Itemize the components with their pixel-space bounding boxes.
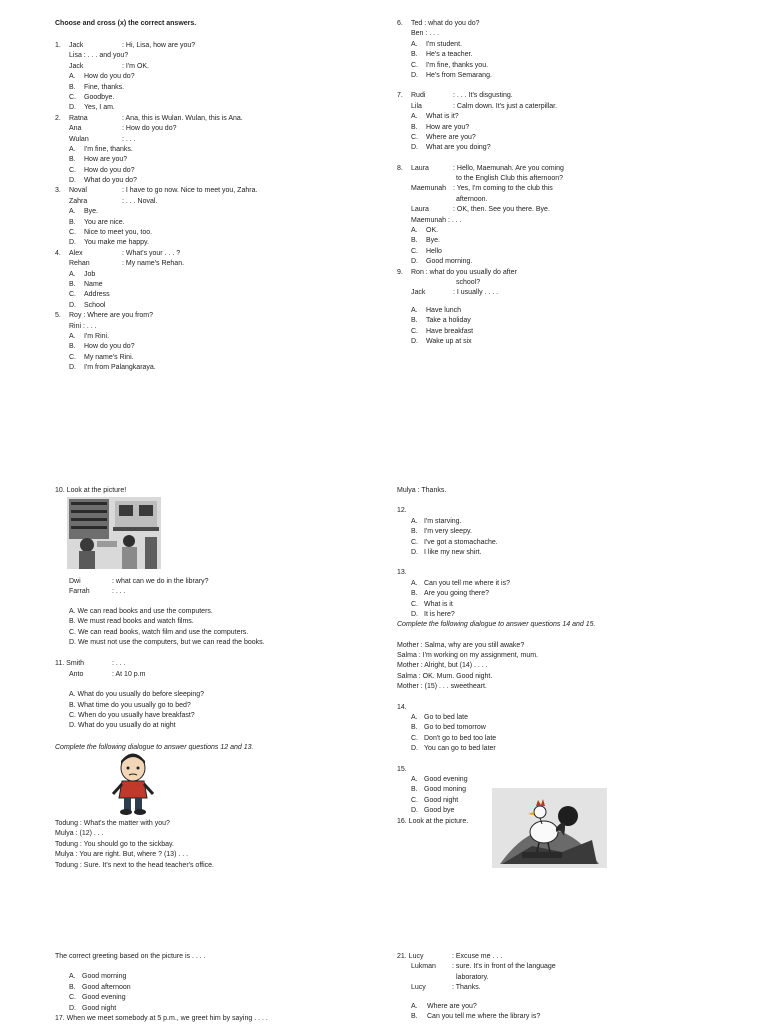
speaker: 11. Smith <box>55 660 85 668</box>
option-text[interactable]: Nice to meet you, too. <box>84 229 153 237</box>
option-text[interactable]: I'm very sleepy. <box>424 528 472 536</box>
dialogue-text: : Ana, this is Wulan. Wulan, this is Ana. <box>122 114 243 122</box>
question-11 <box>55 660 375 732</box>
option-text[interactable]: B. What time do you usually go to bed? <box>69 701 191 709</box>
option-text[interactable]: I'm fine, thanks. <box>84 145 133 153</box>
option-text[interactable]: C. When do you usually have breakfast? <box>69 711 195 719</box>
speaker: Dwi <box>69 578 81 585</box>
dialogue-line: Todung : Sure. It's next to the head teacher's office. <box>55 861 214 869</box>
dialogue-text: : I usually . . . . <box>453 289 499 297</box>
option-letter[interactable]: B. <box>411 317 418 325</box>
dialogue-text: : what can we do in the library? <box>112 578 209 585</box>
speaker: Alex <box>69 249 83 257</box>
option-text[interactable]: Take a holiday <box>426 317 471 325</box>
dialogue-text: : Yes, I'm coming to the club this <box>453 185 553 193</box>
option-letter[interactable]: B. <box>69 156 76 164</box>
question-7 <box>397 92 727 154</box>
option-text[interactable]: I'm fine, thanks you. <box>426 61 489 69</box>
page1-left-column <box>55 20 365 375</box>
question-number: 9. <box>397 268 403 276</box>
option-text[interactable]: Good bye <box>424 807 455 815</box>
option-letter[interactable]: D. <box>411 337 418 345</box>
option-text[interactable]: Good moning <box>424 786 467 794</box>
option-letter[interactable]: C. <box>69 353 76 361</box>
dialogue-line: Mulya : Thanks. <box>397 487 447 494</box>
option-text[interactable]: How are you? <box>426 123 470 131</box>
dialogue-line: Ron : what do you usually do after <box>411 268 517 276</box>
library-picture <box>67 497 161 569</box>
option-letter[interactable]: B. <box>411 724 418 732</box>
speaker: Rehan <box>69 260 90 268</box>
speaker: Laura <box>411 164 429 172</box>
dialogue-line: Todung : You should go to the sickbay. <box>55 840 174 848</box>
speaker: Lila <box>411 102 422 110</box>
option-letter[interactable]: A. <box>411 113 418 121</box>
question-number: 8. <box>397 164 403 172</box>
option-letter[interactable]: D. <box>69 104 76 112</box>
option-letter[interactable]: B. <box>411 123 418 131</box>
dialogue-line: Salma : OK. Mum. Good night. <box>397 672 493 680</box>
rooster-sunrise-picture <box>492 788 607 868</box>
dialogue-text: : Hi, Lisa, how are you? <box>122 42 196 49</box>
option-text[interactable]: Yes, I am. <box>84 104 115 112</box>
option-text[interactable]: How are you? <box>84 156 128 164</box>
dialogue-12-13 <box>55 820 375 872</box>
option-text[interactable]: You can go to bed later <box>424 745 496 753</box>
option-letter[interactable]: A. <box>411 1002 418 1010</box>
option-text[interactable]: A. We can read books and use the computers. <box>69 607 213 615</box>
option-letter[interactable]: D. <box>411 71 418 79</box>
option-text[interactable]: Go to bed late <box>424 714 468 722</box>
option-text[interactable]: Can you tell me where the library is? <box>427 1012 541 1020</box>
page2-left-column <box>55 487 365 497</box>
option-text[interactable]: What is it <box>424 600 453 608</box>
dialogue-text: : What's your . . . ? <box>122 249 181 257</box>
option-text[interactable]: D. What do you usually do at night <box>69 722 176 730</box>
option-text[interactable]: You make me happy. <box>84 239 149 247</box>
question-number: 14. <box>397 703 407 711</box>
option-letter[interactable]: C. <box>411 61 418 69</box>
question-number: 12. <box>397 507 407 515</box>
dialogue-line: Mother : Salma, why are you still awake? <box>397 641 525 649</box>
option-letter[interactable]: B. <box>411 590 418 598</box>
dialogue-line: Maemunah : . . . <box>411 216 462 224</box>
dialogue-text: : . . . <box>112 588 126 596</box>
option-text[interactable]: B. We must read books and watch films. <box>69 618 194 626</box>
question-number: 6. <box>397 20 403 27</box>
option-text[interactable]: What do you do? <box>84 177 137 185</box>
option-text[interactable]: Fine, thanks. <box>84 83 125 91</box>
dialogue-text: : I have to go now. Nice to meet you, Zahra. <box>122 187 258 195</box>
option-text[interactable]: Have lunch <box>426 306 462 314</box>
option-letter[interactable]: B. <box>69 83 76 91</box>
option-text[interactable]: How do you do? <box>84 343 135 351</box>
option-text[interactable]: It is here? <box>424 610 455 618</box>
option-letter[interactable]: B. <box>69 343 76 351</box>
question-number: 13. <box>397 569 407 577</box>
option-text[interactable]: How do you do? <box>84 73 135 81</box>
instructions-heading: Choose and cross (x) the correct answers. <box>55 20 197 27</box>
page3-right-column <box>397 953 727 1023</box>
option-letter[interactable]: D. <box>411 548 418 556</box>
question-12 <box>397 507 727 559</box>
speaker: Lucy <box>411 984 426 992</box>
page2-right-column <box>397 487 727 828</box>
option-text[interactable]: Good morning <box>82 973 127 981</box>
option-letter[interactable]: B. <box>411 51 418 59</box>
dialogue-text: : Thanks. <box>452 984 481 992</box>
dialogue-line: Mother : Alright, but (14) . . . . <box>397 662 488 670</box>
option-letter[interactable]: B. <box>411 1012 418 1020</box>
option-text[interactable]: What is it? <box>426 113 459 121</box>
dialogue-line: Lisa : . . . and you? <box>69 52 129 60</box>
page3-left-column <box>55 953 375 1025</box>
dialogue-text: laboratory. <box>456 973 489 981</box>
question-6 <box>397 20 727 82</box>
option-letter[interactable]: D. <box>69 364 76 372</box>
option-letter[interactable]: A. <box>411 517 418 525</box>
option-text[interactable]: I've got a stomachache. <box>424 538 498 546</box>
option-text[interactable]: Good night <box>82 1004 117 1012</box>
option-letter[interactable]: A. <box>411 775 418 783</box>
question-17: 17. When we meet somebody at 5 p.m., we greet him by saying . . . . <box>55 1014 268 1022</box>
option-letter[interactable]: D. <box>411 144 418 152</box>
option-letter[interactable]: C. <box>411 796 418 804</box>
option-letter[interactable]: C. <box>69 994 76 1002</box>
option-letter[interactable]: D. <box>411 258 418 266</box>
rooster-illustration <box>492 788 607 868</box>
option-letter[interactable]: B. <box>411 237 418 245</box>
option-letter[interactable]: A. <box>411 579 418 587</box>
dialogue-text: : OK, then. See you there. Bye. <box>453 206 550 214</box>
option-text[interactable]: I'm Rini. <box>84 332 110 340</box>
speaker: Ana <box>69 125 82 133</box>
speaker: Zahra <box>69 197 88 205</box>
question-14 <box>397 704 727 756</box>
library-illustration <box>67 497 161 569</box>
dialogue-text: : I'm OK. <box>122 62 150 70</box>
dialogue-text: : . . . Noval. <box>122 197 158 205</box>
dialogue-line: Mulya : You are right. But, where ? (13) . . . <box>55 851 189 859</box>
question-8 <box>397 165 727 269</box>
option-letter[interactable]: A. <box>69 332 76 340</box>
option-letter[interactable]: B. <box>411 786 418 794</box>
option-text[interactable]: Bye. <box>84 208 99 216</box>
option-letter[interactable]: A. <box>69 270 76 278</box>
option-letter[interactable]: B. <box>69 218 76 226</box>
option-text[interactable]: Good evening <box>424 775 468 783</box>
speaker: Maemunah <box>411 185 447 193</box>
option-text[interactable]: I like my new shirt. <box>424 548 482 556</box>
option-letter[interactable]: A. <box>69 73 76 81</box>
option-text[interactable]: C. We can read books, watch film and use the computers. <box>69 628 249 636</box>
instruction-12-13: Complete the following dialogue to answer questions 12 and 13. <box>55 743 254 751</box>
question-10-prompt: 10. Look at the picture! <box>55 487 127 494</box>
option-letter[interactable]: D. <box>411 807 418 815</box>
option-text[interactable]: Name <box>84 280 103 288</box>
option-letter[interactable]: D. <box>69 239 76 247</box>
question-4 <box>55 250 365 312</box>
speaker: Jack <box>411 289 426 297</box>
option-text[interactable]: Address <box>84 291 110 299</box>
option-letter[interactable]: C. <box>411 734 418 742</box>
option-letter[interactable]: C. <box>69 166 76 174</box>
speaker: 21. Lucy <box>397 953 424 960</box>
option-text[interactable]: I'm starving. <box>424 517 462 525</box>
option-letter[interactable]: D. <box>69 301 76 309</box>
sick-boy-picture <box>105 752 161 816</box>
speaker: Farrah <box>69 588 90 596</box>
option-letter[interactable]: D. <box>69 1004 76 1012</box>
dialogue-14-15 <box>397 642 727 694</box>
option-text[interactable]: A. What do you usually do before sleeping? <box>69 691 205 699</box>
option-text[interactable]: Good evening <box>82 994 126 1002</box>
speaker: Laura <box>411 206 429 214</box>
question-2 <box>55 115 365 188</box>
option-text[interactable]: Where are you? <box>427 1002 477 1010</box>
speaker: Lukman <box>411 963 436 971</box>
option-text[interactable]: Go to bed tomorrow <box>424 724 486 732</box>
speaker: Jack <box>69 62 84 70</box>
question-1 <box>55 42 365 115</box>
option-text[interactable]: Good night <box>424 796 459 804</box>
option-text[interactable]: Wake up at six <box>426 337 472 345</box>
option-text[interactable]: What are you doing? <box>426 144 491 152</box>
dialogue-text: : Calm down. It's just a caterpillar. <box>453 102 558 110</box>
option-letter[interactable]: B. <box>69 280 76 288</box>
speaker: Wulan <box>69 135 89 143</box>
option-letter[interactable]: B. <box>69 983 76 991</box>
dialogue-text: : sure. It's in front of the language <box>452 963 556 971</box>
option-letter[interactable]: A. <box>411 40 418 48</box>
option-text[interactable]: Don't go to bed too late <box>424 734 497 742</box>
dialogue-text: : My name's Rehan. <box>122 260 185 268</box>
option-letter[interactable]: D. <box>69 177 76 185</box>
option-letter[interactable]: C. <box>411 600 418 608</box>
option-letter[interactable]: A. <box>69 145 76 153</box>
question-10 <box>55 578 375 754</box>
instruction-14-15: Complete the following dialogue to answer questions 14 and 15. <box>397 621 596 629</box>
option-letter[interactable]: C. <box>69 229 76 237</box>
dialogue-text: : . . . <box>112 660 126 668</box>
question-number: 3. <box>55 187 61 195</box>
option-text[interactable]: Hello <box>426 247 442 255</box>
option-text[interactable]: Good afternoon <box>82 983 131 991</box>
option-letter[interactable]: A. <box>411 227 418 235</box>
option-text[interactable]: You are nice. <box>84 218 125 226</box>
dialogue-text: : How do you do? <box>122 125 177 133</box>
question-number: 5. <box>55 312 61 320</box>
option-text[interactable]: Where are you? <box>426 133 476 141</box>
option-letter[interactable]: C. <box>411 327 418 335</box>
question-number: 1. <box>55 42 61 49</box>
dialogue-text: : Excuse me . . . <box>452 953 503 960</box>
speaker: Ratna <box>69 114 88 122</box>
option-letter[interactable]: A. <box>411 714 418 722</box>
speaker: Rudi <box>411 92 426 100</box>
option-text[interactable]: He's a teacher. <box>426 51 473 59</box>
question-13 <box>397 569 727 621</box>
option-letter[interactable]: A. <box>69 973 76 981</box>
option-letter[interactable]: C. <box>411 538 418 546</box>
option-letter[interactable]: C. <box>69 93 76 101</box>
dialogue-line: Todung : What's the matter with you? <box>55 820 170 827</box>
option-text[interactable]: How do you do? <box>84 166 135 174</box>
dialogue-text: : . . . It's disgusting. <box>453 92 513 100</box>
option-letter[interactable]: A. <box>411 306 418 314</box>
dialogue-line: Ted : what do you do? <box>411 20 480 27</box>
question-number: 7. <box>397 92 403 100</box>
greeting-question: The correct greeting based on the picture is . . . . <box>55 953 206 960</box>
dialogue-text: : . . . <box>122 135 136 143</box>
option-text[interactable]: Can you tell me where it is? <box>424 579 510 587</box>
option-letter[interactable]: A. <box>69 208 76 216</box>
dialogue-line: Rini : . . . <box>69 322 97 330</box>
question-3 <box>55 187 365 249</box>
question-16-prompt: 16. Look at the picture. <box>397 817 469 825</box>
option-text[interactable]: My name's Rini. <box>84 353 134 361</box>
page1-right-column <box>397 20 727 348</box>
option-text[interactable]: Job <box>84 270 96 278</box>
speaker: Anto <box>69 670 84 678</box>
question-number: 4. <box>55 249 61 257</box>
question-9 <box>397 269 727 349</box>
question-number: 15. <box>397 765 407 773</box>
option-letter[interactable]: C. <box>411 247 418 255</box>
option-text[interactable]: Bye. <box>426 237 441 245</box>
dialogue-text: school? <box>456 278 481 286</box>
speaker: Jack <box>69 42 84 49</box>
dialogue-line: Salma : I'm working on my assignment, mum. <box>397 652 538 660</box>
speaker: Noval <box>69 187 87 195</box>
option-text[interactable]: I'm student. <box>426 40 462 48</box>
option-text[interactable]: OK. <box>426 227 439 235</box>
option-letter[interactable]: C. <box>411 133 418 141</box>
option-text[interactable]: Are you going there? <box>424 590 489 598</box>
dialogue-text: : Hello, Maemunah. Are you coming <box>453 164 564 172</box>
option-text[interactable]: D. We must not use the computers, but we can read the books. <box>69 638 265 646</box>
dialogue-text: afternoon. <box>456 195 488 203</box>
option-text[interactable]: School <box>84 301 106 309</box>
dialogue-line: Mother : (15) . . . sweetheart. <box>397 683 487 691</box>
option-letter[interactable]: B. <box>411 528 418 536</box>
dialogue-text: to the English Club this afternoon? <box>456 175 564 183</box>
option-text[interactable]: I'm from Palangkaraya. <box>84 364 156 372</box>
boy-illustration <box>105 752 161 816</box>
option-letter[interactable]: D. <box>411 745 418 753</box>
question-5 <box>55 312 365 374</box>
dialogue-line: Ben : . . . <box>411 30 440 38</box>
option-text[interactable]: Good morning. <box>426 258 473 266</box>
question-number: 2. <box>55 114 61 122</box>
option-letter[interactable]: D. <box>411 610 418 618</box>
dialogue-text: : At 10 p.m <box>112 670 146 678</box>
dialogue-line: Mulya : (12) . . . <box>55 830 104 838</box>
option-letter[interactable]: C. <box>69 291 76 299</box>
dialogue-line: Roy : Where are you from? <box>69 312 154 320</box>
option-text[interactable]: Have breakfast <box>426 327 474 335</box>
option-text[interactable]: He's from Semarang. <box>426 71 492 79</box>
option-text[interactable]: Goodbye. <box>84 93 115 101</box>
